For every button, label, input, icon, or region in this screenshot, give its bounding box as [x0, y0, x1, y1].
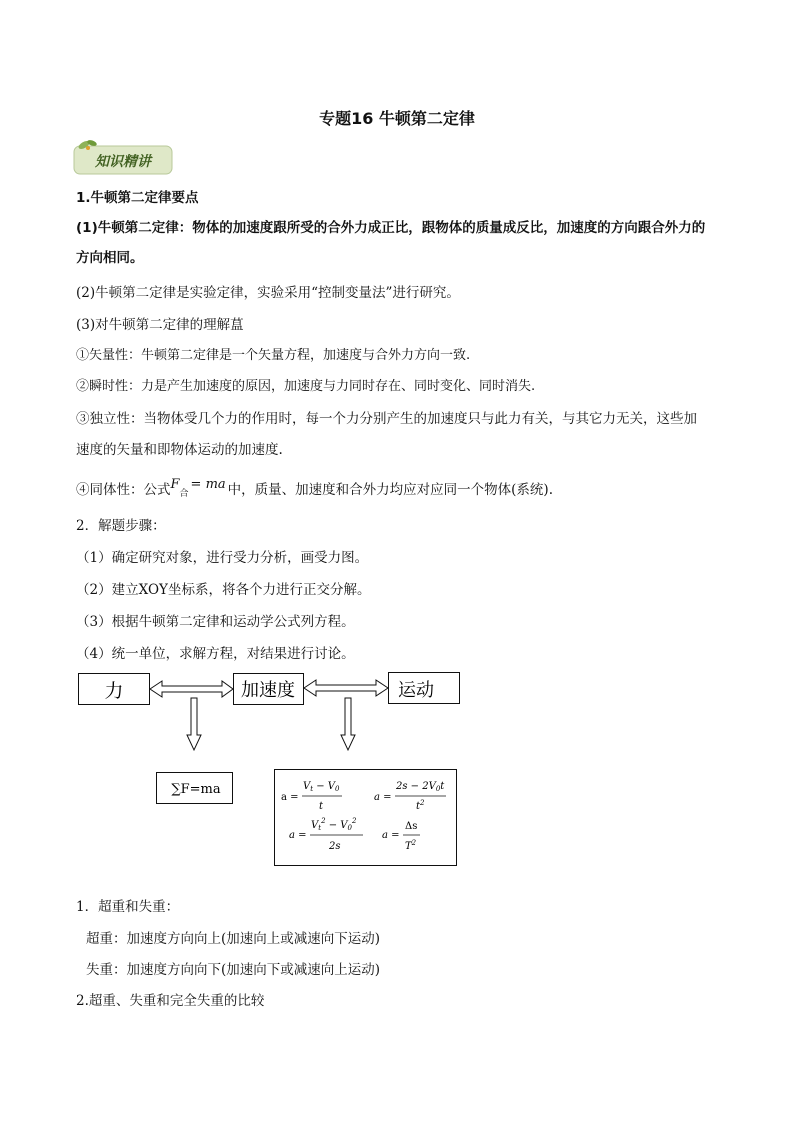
comparison-heading: 2.超重、失重和完全失重的比较	[76, 993, 265, 1009]
svg-text:Δs: Δs	[405, 821, 418, 832]
svg-text:a =: a =	[289, 830, 307, 841]
double-arrow-left-icon	[150, 681, 233, 697]
svg-text:T2: $T^2$	[405, 839, 417, 852]
step-4: （4）统一单位，求解方程，对结果进行讨论。	[76, 646, 355, 662]
svg-text:Vt2 − V02: $V_t^2 - V_0^2$	[311, 817, 357, 832]
svg-text:t: t	[319, 801, 324, 812]
sum-force-formula: ∑F=ma	[171, 782, 221, 797]
svg-text:2s: 2s	[329, 841, 341, 852]
item2-text: (2)牛顿第二定律是实验定律，实验采用“控制变量法”进行研究。	[76, 285, 460, 301]
double-arrow-right-icon	[304, 680, 388, 696]
step-2: （2）建立XOY坐标系，将各个力进行正交分解。	[76, 582, 371, 598]
underweight-text: 失重：加速度方向向下(加速向下或减速向上运动)	[86, 962, 381, 978]
box-motion-label: 运动	[398, 680, 434, 701]
section1-heading: 1.牛顿第二定律要点	[76, 190, 199, 206]
step-3: （3）根据牛顿第二定律和运动学公式列方程。	[76, 614, 355, 630]
svg-text:t2: $t^2$	[416, 799, 425, 812]
definition-line2: 方向相同。	[76, 250, 144, 266]
overweight-text: 超重：加速度方向向上(加速向上或减速向下运动)	[86, 931, 381, 947]
box-force-label: 力	[104, 680, 124, 702]
down-arrow-left-icon	[187, 698, 201, 750]
page-title: 专题16 牛顿第二定律	[319, 109, 475, 128]
step-1: （1）确定研究对象，进行受力分析，画受力图。	[76, 550, 369, 566]
point-instant: ②瞬时性：力是产生加速度的原因，加速度与力同时存在、同时变化、同时消失.	[76, 379, 536, 394]
formula-rhs: = ma	[190, 477, 226, 492]
section3-heading: 1．超重和失重：	[76, 899, 180, 915]
box-acceleration-label: 加速度	[241, 680, 295, 701]
svg-text:Vt − V0: $V_t - V_0$	[303, 781, 340, 793]
point-vector: ①矢量性：牛顿第二定律是一个矢量方程，加速度与合外力方向一致.	[76, 348, 471, 363]
svg-text:a =: a =	[374, 792, 392, 803]
down-arrow-right-icon	[341, 698, 355, 750]
definition-line1: (1)牛顿第二定律：物体的加速度跟所受的合外力成正比，跟物体的质量成反比，加速度的方向跟合外力的	[76, 220, 706, 236]
svg-text:a =: a =	[382, 830, 400, 841]
formula-f-sub: 合	[179, 489, 189, 499]
item3-text: (3)对牛顿第二定律的理解蒀	[76, 317, 244, 333]
point-independent-line1: ③独立性：当物体受几个力的作用时，每一个力分别产生的加速度只与此力有关，与其它力无关，这些加	[76, 411, 697, 427]
section2-heading: 2．解题步骤：	[76, 518, 166, 534]
point-same-body-suffix: 中，质量、加速度和合外力均应对应同一个物体(系统).	[227, 482, 553, 498]
svg-text:a =: a =	[281, 792, 299, 803]
point-independent-line2: 速度的矢量和即物体运动的加速度.	[76, 442, 283, 458]
badge-label: 知识精讲	[95, 154, 151, 170]
svg-text:2s − 2V0t: $2s - 2V_0t$	[396, 781, 445, 793]
point-same-body-prefix: ④同体性：公式	[76, 482, 171, 498]
formula-f: F	[170, 477, 180, 492]
